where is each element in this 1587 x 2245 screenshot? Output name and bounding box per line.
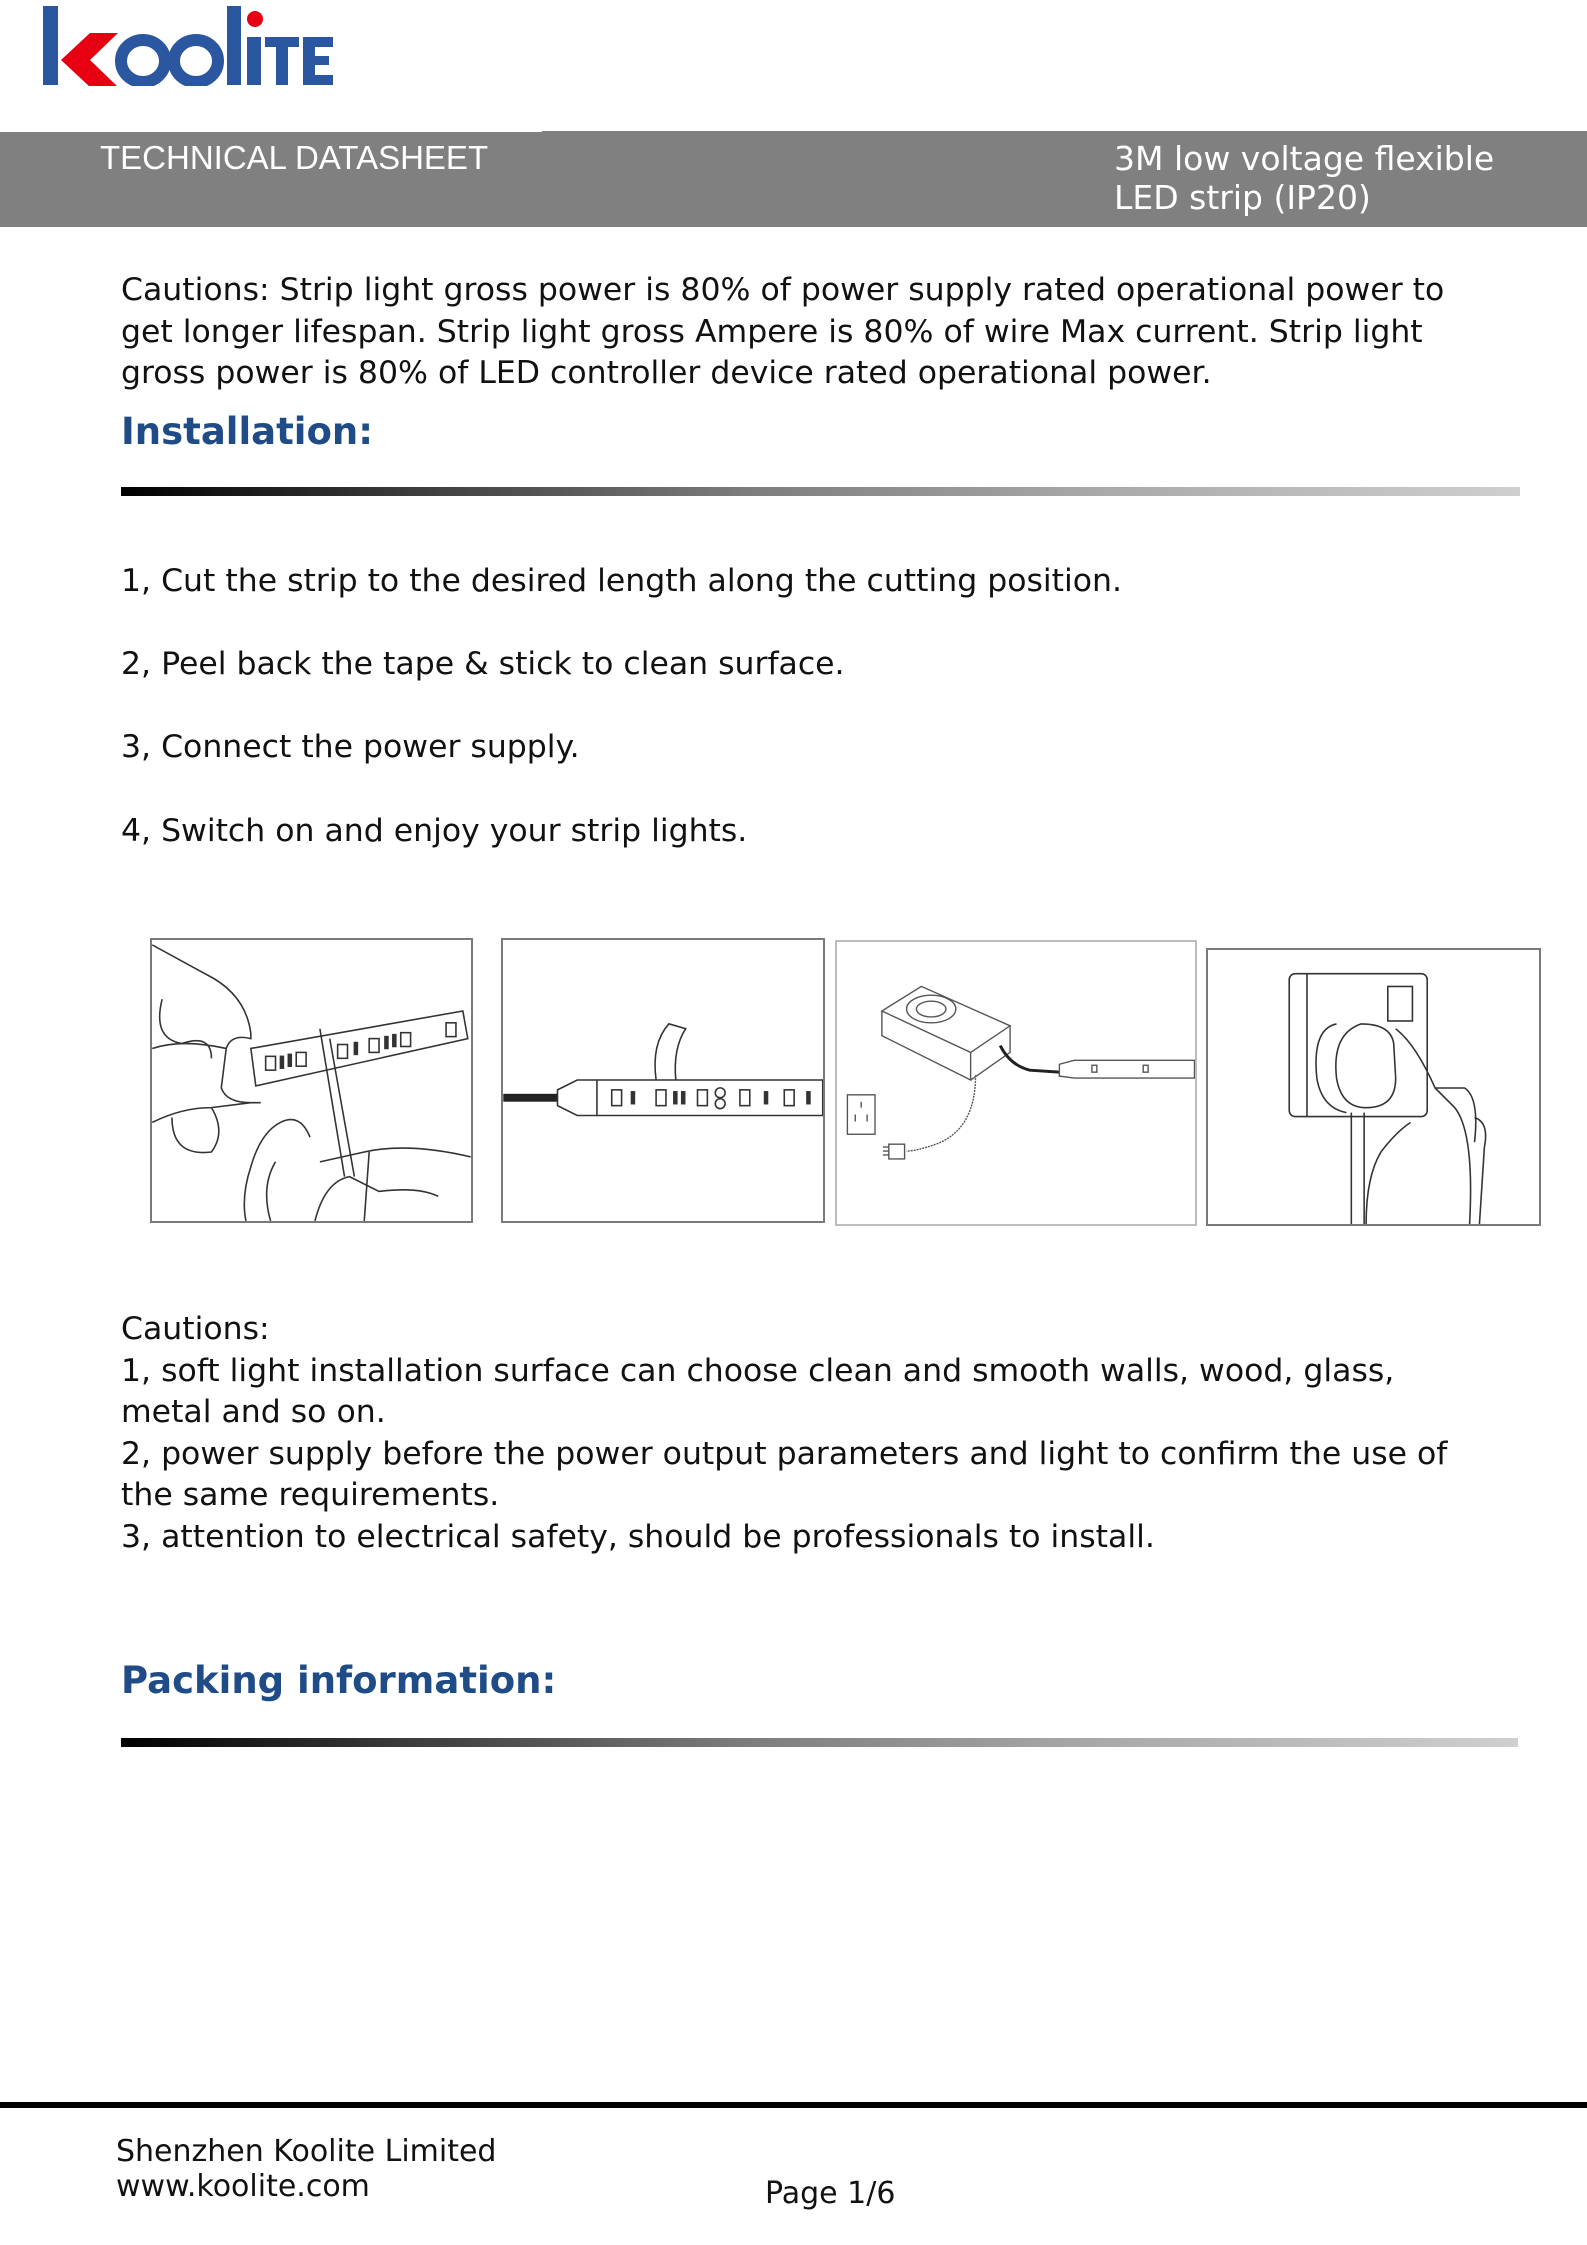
koolite-logo <box>43 4 335 86</box>
page-number: Page 1/6 <box>765 2176 896 2211</box>
product-title-line-1: 3M low voltage flexible <box>1114 139 1495 178</box>
koolite-logo-icon <box>43 4 335 86</box>
cutting-strip-with-scissors-icon <box>152 940 471 1221</box>
intro-cautions-line: Cautions: Strip light gross power is 80% of power supply rated operational power to <box>121 272 1445 308</box>
cautions-line: metal and so on. <box>121 1394 386 1431</box>
illustration-cut-strip <box>150 938 473 1223</box>
intro-cautions-paragraph <box>121 270 1444 395</box>
cautions-block <box>121 1309 1447 1559</box>
installation-step: 1, Cut the strip to the desired length along the cutting position. <box>121 563 1123 599</box>
plug-switch-on-icon <box>1208 950 1539 1224</box>
illustration-switch-on <box>1206 948 1541 1226</box>
installation-step: 2, Peel back the tape & stick to clean surface. <box>121 646 845 682</box>
cautions-line: 2, power supply before the power output parameters and light to confirm the use of <box>121 1435 1448 1472</box>
illustration-connect-power <box>835 940 1197 1226</box>
cautions-title: Cautions: <box>121 1311 270 1347</box>
footer-company-name: Shenzhen Koolite Limited <box>116 2134 497 2169</box>
installation-step: 4, Switch on and enjoy your strip lights. <box>121 813 748 849</box>
installation-heading: Installation: <box>121 410 374 453</box>
intro-cautions-line: get longer lifespan. Strip light gross Ampere is 80% of wire Max current. Strip light <box>121 313 1423 350</box>
installation-divider <box>121 487 1520 496</box>
installation-step: 3, Connect the power supply. <box>121 729 580 765</box>
product-title <box>1114 139 1494 217</box>
intro-cautions-line: gross power is 80% of LED controller device rated operational power. <box>121 355 1212 392</box>
header-band-notch <box>0 128 542 132</box>
packing-divider <box>121 1738 1518 1747</box>
footer-website-link[interactable]: www.koolite.com <box>116 2169 370 2204</box>
packing-heading: Packing information: <box>121 1659 557 1702</box>
cautions-line: the same requirements. <box>121 1477 500 1514</box>
document-type-title: TECHNICAL DATASHEET <box>100 139 489 176</box>
power-supply-connection-icon <box>837 942 1195 1224</box>
footer-rule <box>0 2102 1587 2108</box>
cautions-line: 3, attention to electrical safety, should be professionals to install. <box>121 1518 1155 1555</box>
cautions-line: 1, soft light installation surface can choose clean and smooth walls, wood, glass, <box>121 1352 1395 1389</box>
strip-peel-tape-connector-icon <box>503 940 823 1221</box>
product-title-line-2: LED strip (IP20) <box>1114 178 1371 217</box>
illustration-peel-tape <box>501 938 825 1223</box>
footer-company-block <box>116 2134 496 2204</box>
